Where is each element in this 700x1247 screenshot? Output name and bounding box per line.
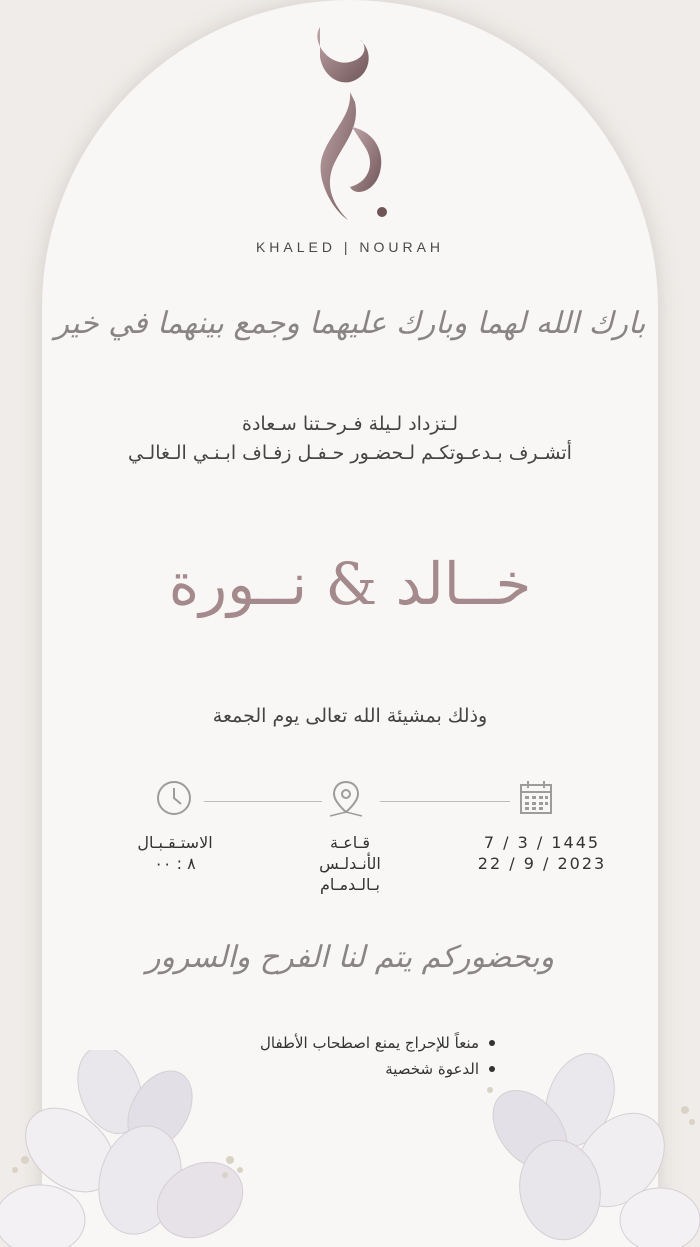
- venue-line-2: الأنـدلـس: [319, 854, 381, 873]
- reception-info: [110, 832, 240, 874]
- note-item: منعاً للإحراج يمنع اصطحاب الأطفال: [0, 1030, 495, 1056]
- venue-line-3: بـالـدمـام: [319, 875, 380, 894]
- venue-line-1: قـاعـة: [329, 833, 371, 852]
- monogram-icon: [290, 22, 410, 227]
- divider-line: [380, 801, 510, 802]
- day-line: وذلك بمشيئة الله تعالى يوم الجمعة: [212, 705, 488, 727]
- calendar-icon: [518, 778, 554, 818]
- closing-calligraphy: وبحضوركم يتم لنا الفرح والسرور: [145, 940, 555, 975]
- clock-icon: [156, 778, 192, 818]
- intro-line-2: أتشـرف بـدعـوتكـم لـحضـور حـفـل زفـاف ابـنـي الـغالـي: [128, 442, 572, 464]
- couple-names: خــالد & نــورة: [168, 550, 532, 618]
- blessing-calligraphy: بارك الله لهما وبارك عليهما وجمع بينهما في خير: [54, 306, 646, 341]
- location-pin-icon: [326, 778, 366, 820]
- details-icon-row: [150, 778, 570, 824]
- flowers-right-decoration: [470, 1050, 700, 1247]
- venue-info: [280, 832, 420, 895]
- couple-monogram-label: KHALED | NOURAH: [255, 239, 445, 255]
- flowers-left-decoration: [0, 1050, 270, 1247]
- date-gregorian: 22 / 9 / 2023: [477, 854, 607, 873]
- reception-label: الاستـقـبـال: [137, 833, 213, 852]
- note-item: الدعوة شخصية: [0, 1056, 495, 1082]
- intro-text: [0, 410, 700, 468]
- reception-time: ٨ : ٠٠: [154, 854, 196, 873]
- date-info: [462, 832, 622, 874]
- intro-line-1: لـتزداد لـيلة فـرحـتنا سـعادة: [241, 413, 458, 435]
- date-hijri: 7 / 3 / 1445: [483, 833, 601, 852]
- divider-line: [204, 801, 322, 802]
